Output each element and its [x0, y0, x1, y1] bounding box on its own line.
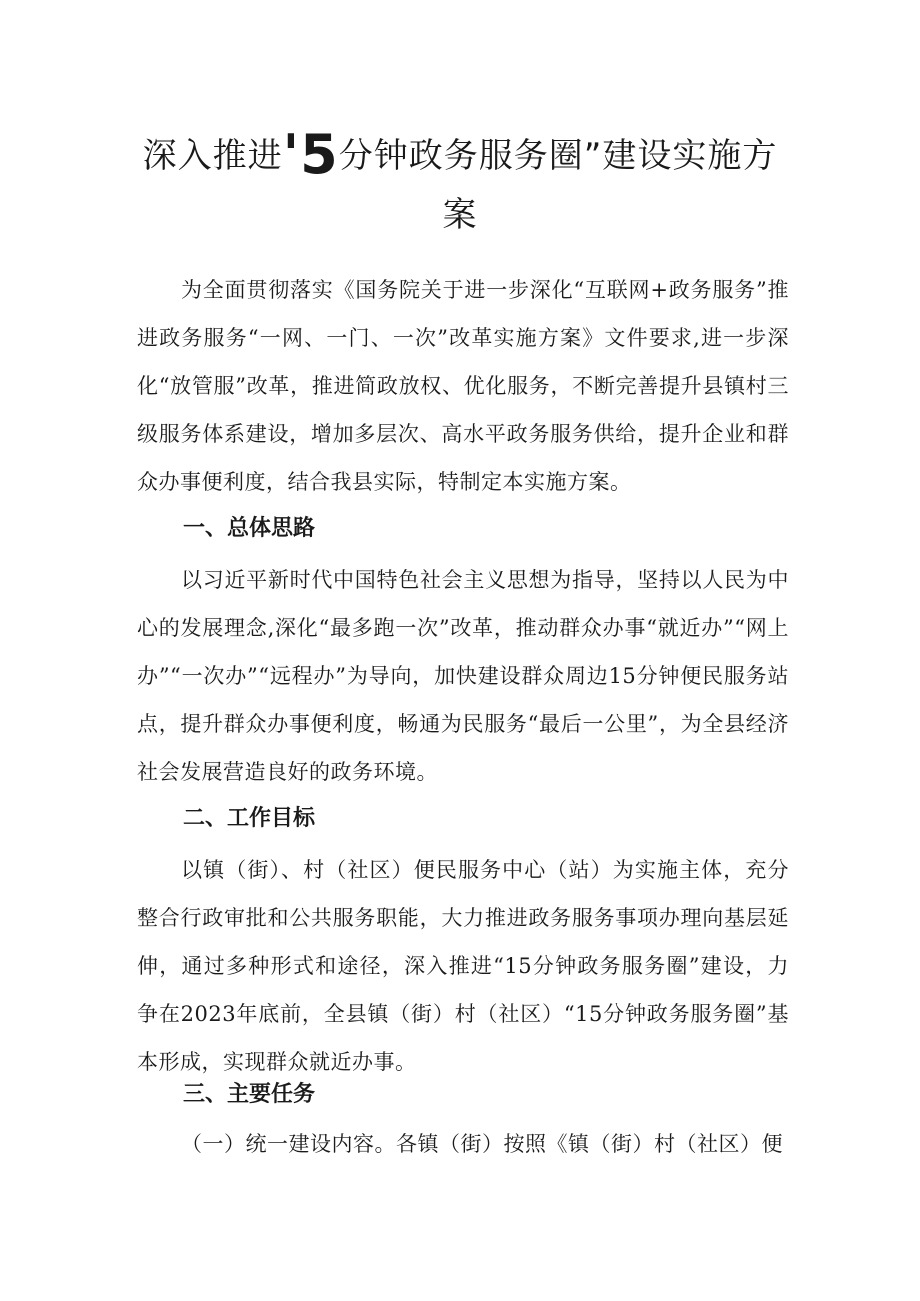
- title-part1: 深入推进: [142, 136, 283, 176]
- section-paragraph-overall-approach: 以习近平新时代中国特色社会主义思想为指导，坚持以人民为中心的发展理念,深化“最多跑一次”改革，推动群众办事“就近办”“网上办”“一次办”“远程办”为导向，加快建设群众周边15分钟便民服务站点，提升群众办事便利度，畅通为民服务“最后一公里”，为全县经济社会发展营造良好的政务环境。: [137, 568, 789, 784]
- section-paragraph-work-goals: 以镇（街）、村（社区）便民服务中心（站）为实施主体，充分整合行政审批和公共服务职能，大力推进政务服务事项办理向基层延伸，通过多种形式和途径，深入推进“15分钟政务服务圈”建设，力争在2023年底前，全县镇（街）村（社区）“15分钟政务服务圈”基本形成，实现群众就近办事。: [137, 858, 789, 1074]
- document-title-line2: 案: [442, 195, 478, 235]
- section-heading-work-goals: 二、工作目标: [183, 806, 316, 831]
- section-heading-overall-approach: 一、总体思路: [183, 516, 316, 541]
- intro-paragraph: 为全面贯彻落实《国务院关于进一步深化“互联网+政务服务”推进政务服务“一网、一门、一次”改革实施方案》文件要求,进一步深化“放管服”改革，推进简政放权、优化服务，不断完善提升县镇村三级服务体系建设，增加多层次、高水平政务服务供给，提升企业和群众办事便利度，结合我县实际，特制定本实施方案。: [137, 278, 789, 494]
- document-title: [130, 123, 790, 186]
- section-paragraph-main-tasks: （一）统一建设内容。各镇（街）按照《镇（街）村（社区）便: [181, 1132, 783, 1156]
- title-part2: 分钟政务服务圈”建设实施方: [338, 136, 778, 176]
- title-big-number: '5: [282, 123, 339, 186]
- section-heading-main-tasks: 三、主要任务: [183, 1082, 316, 1107]
